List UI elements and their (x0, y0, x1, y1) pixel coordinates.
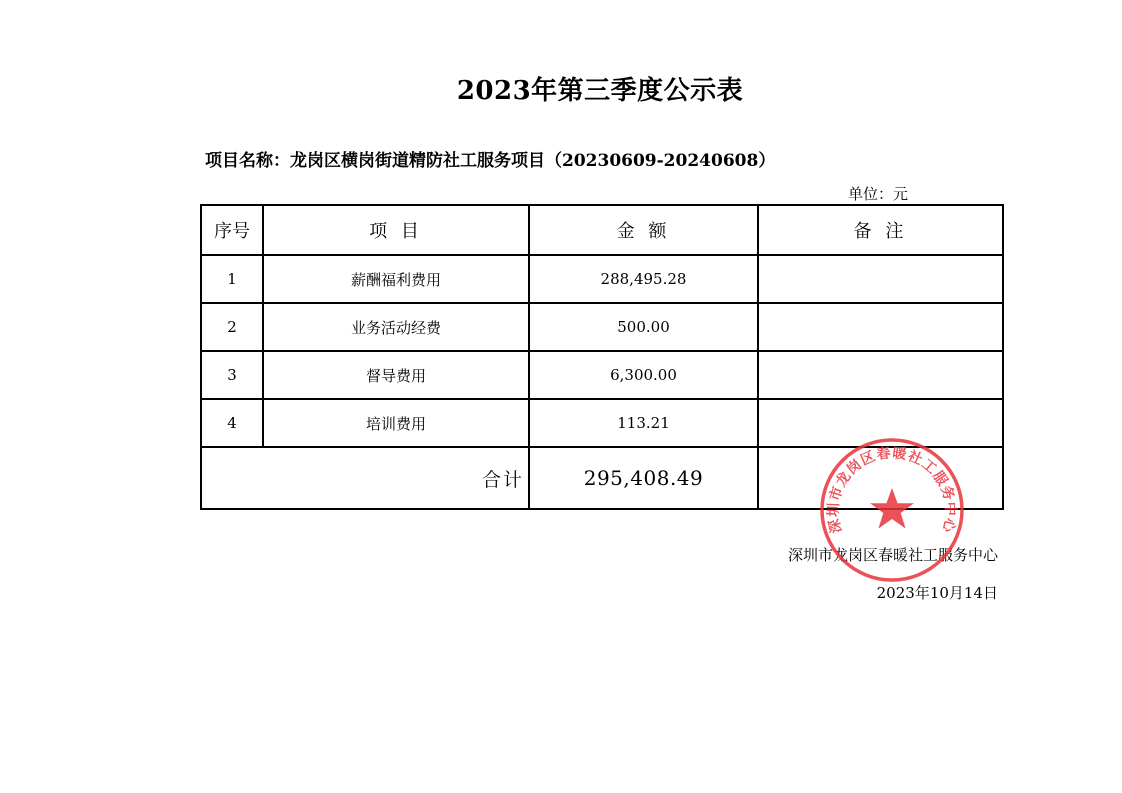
row-amount: 500.00 (529, 303, 758, 351)
total-row (201, 447, 1003, 509)
row-amount: 288,495.28 (529, 255, 758, 303)
total-note (758, 447, 1003, 509)
disclosure-table (200, 204, 1004, 510)
row-amount: 113.21 (529, 399, 758, 447)
unit-label: 单位：元 (848, 185, 909, 203)
row-note (758, 399, 1003, 447)
table-header-row (201, 205, 1003, 255)
header-amount: 金 额 (529, 205, 758, 255)
total-amount: 295,408.49 (529, 447, 758, 509)
row-note (758, 351, 1003, 399)
row-amount: 6,300.00 (529, 351, 758, 399)
row-no: 2 (201, 303, 263, 351)
row-no: 3 (201, 351, 263, 399)
table-row (201, 351, 1003, 399)
table-row (201, 399, 1003, 447)
page-title: 2023年第三季度公示表 (456, 76, 744, 106)
row-item: 培训费用 (263, 399, 529, 447)
row-item: 业务活动经费 (263, 303, 529, 351)
total-label: 合计 (201, 447, 529, 509)
issue-date: 2023年10月14日 (876, 584, 998, 602)
organization-name: 深圳市龙岗区春暖社工服务中心 (787, 546, 998, 564)
header-note: 备 注 (758, 205, 1003, 255)
project-name: 项目名称：龙岗区横岗街道精防社工服务项目（20230609-20240608） (205, 151, 776, 171)
row-no: 1 (201, 255, 263, 303)
table-row (201, 255, 1003, 303)
row-item: 薪酬福利费用 (263, 255, 529, 303)
table-row (201, 303, 1003, 351)
header-item: 项 目 (263, 205, 529, 255)
seal-text: 深圳市龙岗区春暖社工服务中心 (825, 445, 959, 535)
row-item: 督导费用 (263, 351, 529, 399)
row-note (758, 255, 1003, 303)
row-note (758, 303, 1003, 351)
row-no: 4 (201, 399, 263, 447)
header-no: 序号 (201, 205, 263, 255)
